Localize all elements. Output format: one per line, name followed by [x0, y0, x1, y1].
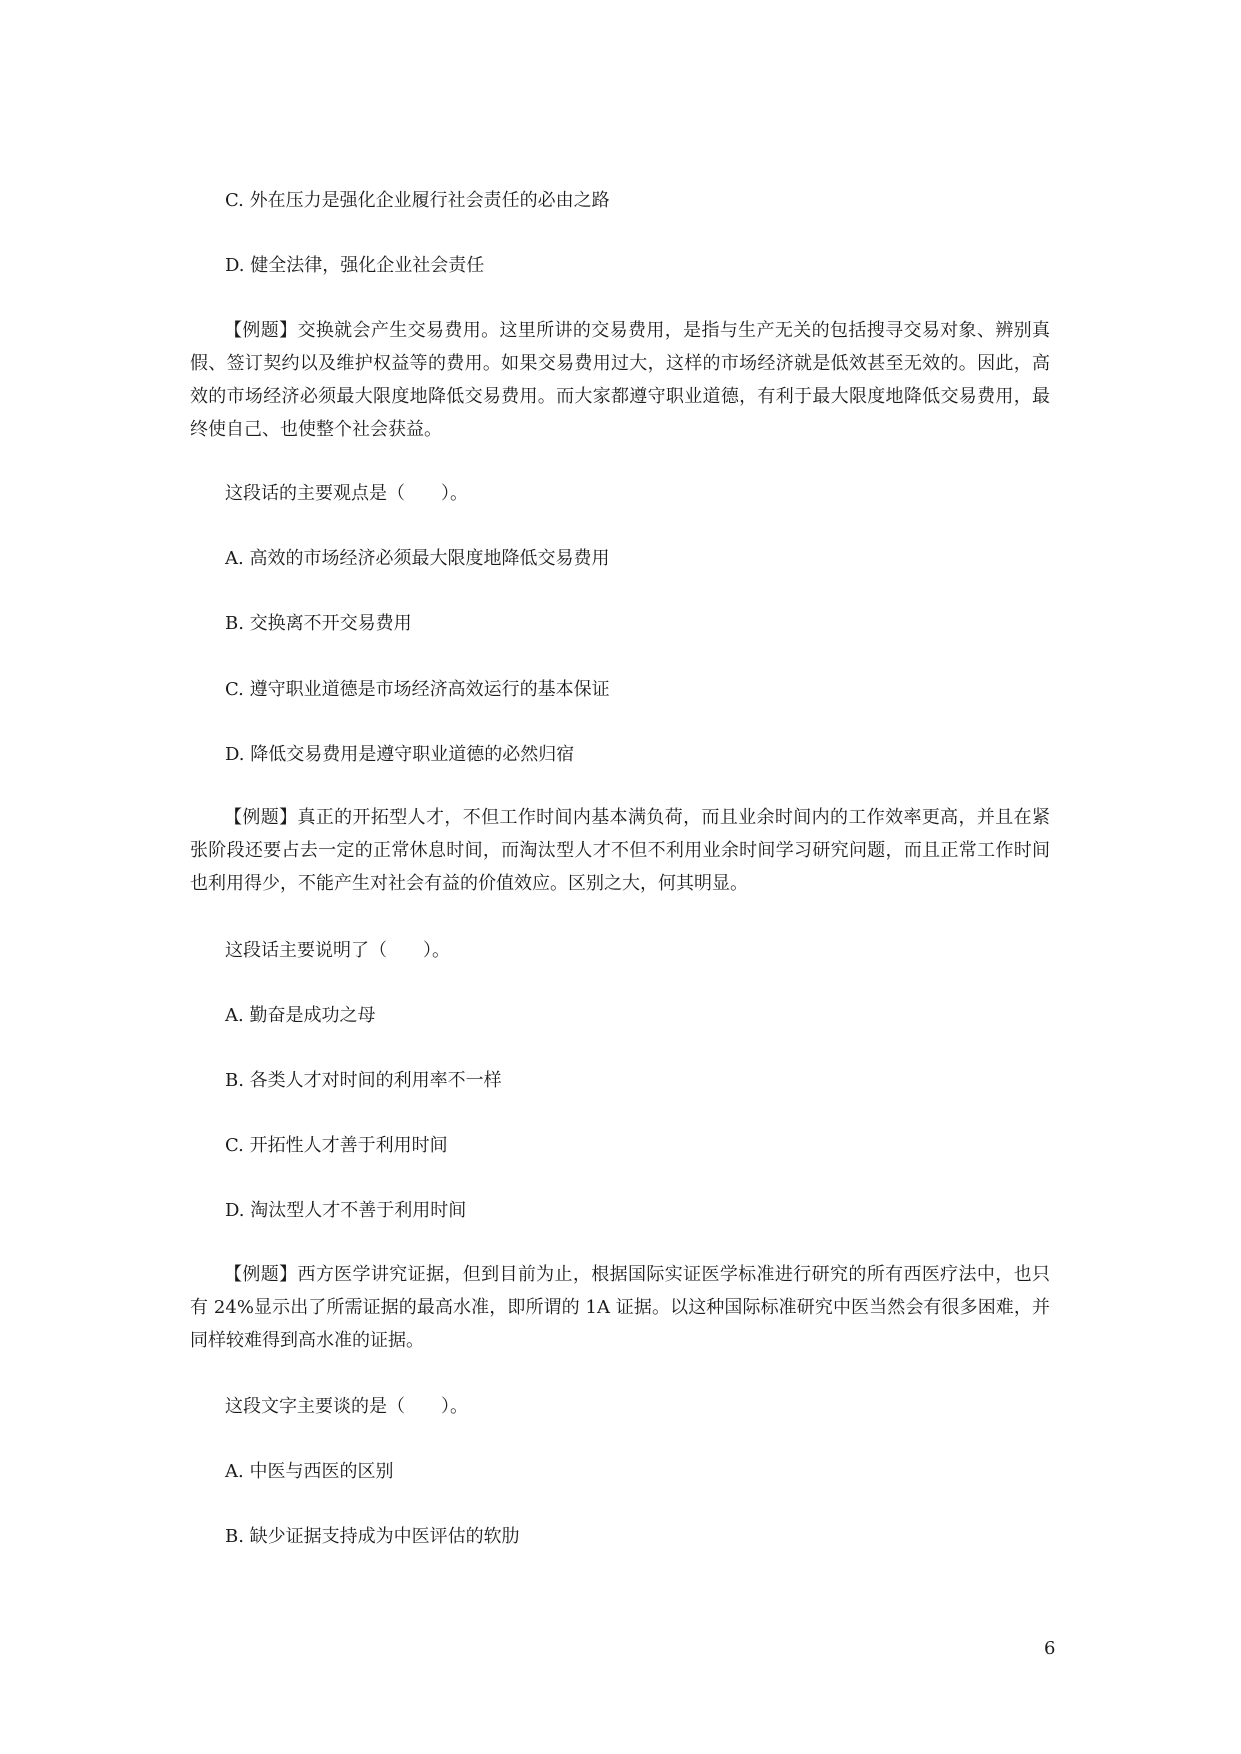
q4-option-a: A. 中医与西医的区别: [225, 1461, 394, 1482]
q2-passage: 【例题】交换就会产生交易费用。这里所讲的交易费用，是指与生产无关的包括搜寻交易对象、辨别真假、签订契约以及维护权益等的费用。如果交易费用过大，这样的市场经济就是低效甚至无效的。因此，高效的市场经济必须最大限度地降低交易费用。而大家都遵守职业道德，有利于最大限度地降低交易费用，最终使自己、也使整个社会获益。: [190, 320, 1050, 440]
q3-option-a: A. 勤奋是成功之母: [225, 1005, 376, 1026]
page-number: 6: [1044, 1638, 1056, 1659]
q1-option-d: D. 健全法律，强化企业社会责任: [225, 255, 485, 276]
q2-option-b: B. 交换离不开交易费用: [225, 613, 412, 634]
q2-option-d: D. 降低交易费用是遵守职业道德的必然归宿: [225, 744, 575, 765]
q3-option-c: C. 开拓性人才善于利用时间: [225, 1135, 448, 1156]
q4-passage: 【例题】西方医学讲究证据，但到目前为止，根据国际实证医学标准进行研究的所有西医疗法中，也只有 24%显示出了所需证据的最高水准，即所谓的 1A 证据。以这种国际标准研究中医当然会有很多困难，并同样较难得到高水准的证据。: [190, 1264, 1050, 1351]
q2-option-c: C. 遵守职业道德是市场经济高效运行的基本保证: [225, 679, 610, 700]
q4-question: 这段文字主要谈的是（ ）。: [225, 1396, 468, 1417]
q1-option-c: C. 外在压力是强化企业履行社会责任的必由之路: [225, 190, 610, 211]
q3-passage: 【例题】真正的开拓型人才，不但工作时间内基本满负荷，而且业余时间内的工作效率更高，并且在紧张阶段还要占去一定的正常休息时间，而淘汰型人才不但不利用业余时间学习研究问题，而且正常工作时间也利用得少，不能产生对社会有益的价值效应。区别之大，何其明显。: [190, 807, 1050, 894]
q3-option-b: B. 各类人才对时间的利用率不一样: [225, 1070, 502, 1091]
q3-option-d: D. 淘汰型人才不善于利用时间: [225, 1200, 467, 1221]
q2-question: 这段话的主要观点是（ ）。: [225, 483, 468, 504]
q3-question: 这段话主要说明了（ ）。: [225, 940, 450, 961]
q4-option-b: B. 缺少证据支持成为中医评估的软肋: [225, 1526, 520, 1547]
q2-option-a: A. 高效的市场经济必须最大限度地降低交易费用: [225, 548, 610, 569]
